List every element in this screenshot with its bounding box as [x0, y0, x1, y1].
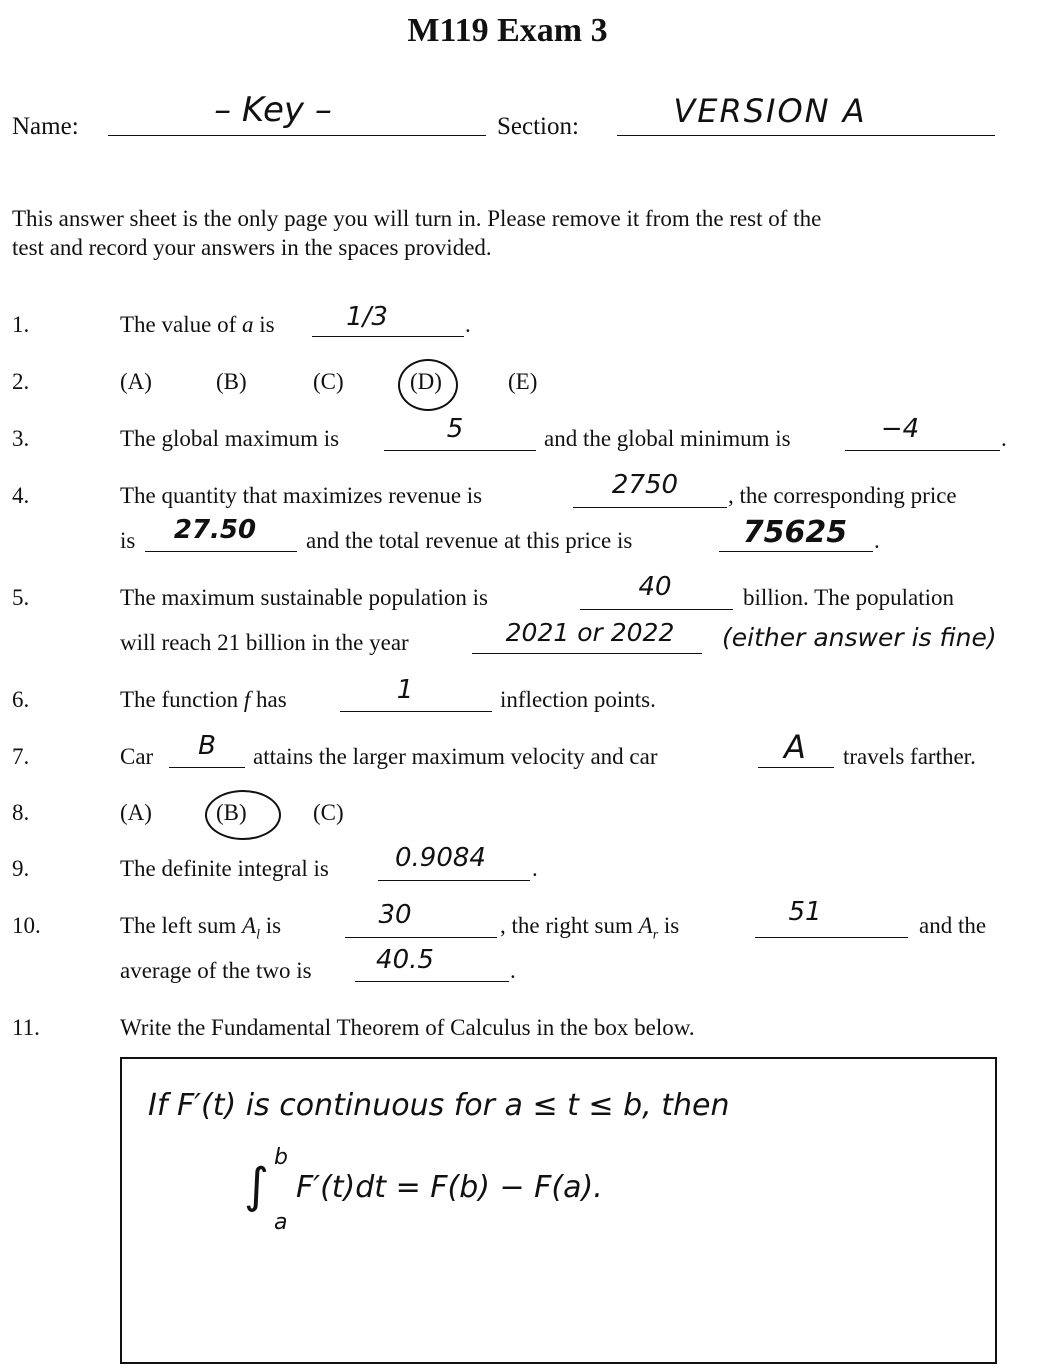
q2-choice-c[interactable]: (C)	[313, 369, 344, 394]
q4-text-b: , the corresponding price	[728, 483, 957, 508]
q11-text: Write the Fundamental Theorem of Calculus in the box below.	[120, 1015, 695, 1040]
q5-text-b: billion. The population	[743, 585, 955, 610]
q7-car1-underline	[169, 767, 245, 768]
instructions-line-1: This answer sheet is the only page you will turn in. Please remove it from the rest of the	[12, 206, 822, 231]
q5-number: 5.	[12, 585, 30, 610]
q11-integral-upper: b	[274, 1145, 288, 1170]
q2-number: 2.	[12, 369, 30, 394]
instructions-line-2: test and record your answers in the spaces provided.	[12, 235, 492, 260]
q11-answer-line-1: If F′(t) is continuous for a ≤ t ≤ b, then	[148, 1088, 730, 1123]
name-underline	[108, 135, 486, 136]
q2-choice-a[interactable]: (A)	[120, 369, 152, 394]
q8-choice-b[interactable]: (B)	[216, 800, 247, 825]
q9-answer[interactable]: 0.9084	[395, 843, 486, 873]
name-label: Name:	[12, 113, 79, 140]
q7-car2-answer[interactable]: A	[784, 728, 806, 766]
q1-text: The value of a is	[120, 312, 275, 337]
q7-car2-underline	[758, 767, 834, 768]
q9-underline	[378, 880, 530, 881]
q3-max-underline	[384, 450, 536, 451]
q8-selected-circle	[205, 790, 281, 840]
q10-average-answer[interactable]: 40.5	[376, 945, 434, 975]
q2-selected-circle	[398, 359, 458, 411]
q1-underline	[312, 336, 464, 337]
q3-max-answer[interactable]: 5	[446, 414, 464, 444]
q4-quantity-underline	[573, 507, 727, 508]
q10-right-answer[interactable]: 51	[788, 897, 822, 927]
q5-year-underline	[472, 653, 702, 654]
q3-text-a: The global maximum is	[120, 426, 340, 451]
q1-period: .	[465, 312, 471, 337]
q3-min-answer[interactable]: −4	[880, 414, 920, 444]
q4-revenue-underline	[719, 551, 873, 552]
q9-text-a: The definite integral is	[120, 856, 329, 881]
q10-average-underline	[355, 981, 509, 982]
section-label: Section:	[497, 113, 579, 140]
q10-left-underline	[345, 937, 497, 938]
q6-underline	[340, 711, 492, 712]
q10-text-b: , the right sum $A_r$ is	[500, 913, 680, 943]
q5-population-underline	[580, 609, 733, 610]
q6-number: 6.	[12, 687, 30, 712]
q11-integral-lower: a	[274, 1210, 288, 1235]
q7-text-c: travels farther.	[843, 744, 976, 769]
q4-price-underline	[145, 551, 297, 552]
q1-number: 1.	[12, 312, 30, 337]
q8-choice-a[interactable]: (A)	[120, 800, 152, 825]
q10-left-answer[interactable]: 30	[378, 900, 412, 930]
q7-text-a: Car	[120, 744, 154, 769]
q3-text-b: and the global minimum is	[544, 426, 791, 451]
q5-text-c: will reach 21 billion in the year	[120, 630, 409, 655]
q4-text-c: is	[120, 528, 136, 553]
q11-answer-line-2: F′(t)dt = F(b) − F(a).	[296, 1170, 603, 1205]
q3-period: .	[1001, 426, 1007, 451]
q4-price-answer[interactable]: 27.50	[173, 515, 257, 545]
q7-car1-answer[interactable]: B	[198, 731, 216, 761]
q4-revenue-answer[interactable]: 75625	[742, 515, 848, 550]
q3-number: 3.	[12, 426, 30, 451]
q2-choice-b[interactable]: (B)	[216, 369, 247, 394]
q7-text-b: attains the larger maximum velocity and car	[253, 744, 658, 769]
q10-text-d: average of the two is	[120, 958, 312, 983]
q5-text-a: The maximum sustainable population is	[120, 585, 488, 610]
q1-answer[interactable]: 1/3	[346, 302, 388, 332]
q4-text-a: The quantity that maximizes revenue is	[120, 483, 483, 508]
q3-min-underline	[845, 450, 1000, 451]
q6-answer[interactable]: 1	[396, 675, 414, 705]
q9-number: 9.	[12, 856, 30, 881]
page-title: M119 Exam 3	[407, 12, 608, 49]
q9-period: .	[532, 856, 538, 881]
q4-quantity-answer[interactable]: 2750	[611, 470, 679, 500]
q8-choice-c[interactable]: (C)	[313, 800, 344, 825]
q10-right-underline	[755, 937, 908, 938]
q5-population-answer[interactable]: 40	[638, 572, 672, 602]
q10-period: .	[510, 958, 516, 983]
q2-choice-d[interactable]: (D)	[410, 369, 442, 394]
q10-text-c: and the	[919, 913, 987, 938]
q6-text-a: The function f has	[120, 687, 287, 712]
q10-number: 10.	[12, 913, 41, 938]
q4-period: .	[874, 528, 880, 553]
integral-sign-icon: ∫	[244, 1158, 270, 1214]
q11-number: 11.	[12, 1015, 40, 1040]
q4-text-d: and the total revenue at this price is	[306, 528, 633, 553]
q6-text-c: inflection points.	[500, 687, 656, 712]
q5-note: (either answer is fine)	[722, 623, 997, 652]
q2-choice-e[interactable]: (E)	[508, 369, 538, 394]
q5-year-answer[interactable]: 2021 or 2022	[505, 618, 675, 647]
name-field[interactable]: – Key –	[214, 90, 332, 130]
q4-number: 4.	[12, 483, 30, 508]
q8-number: 8.	[12, 800, 30, 825]
q10-text-a: The left sum $A_l$ is	[120, 913, 282, 943]
section-underline	[617, 135, 995, 136]
section-field[interactable]: VERSION A	[673, 92, 867, 130]
q7-number: 7.	[12, 744, 30, 769]
